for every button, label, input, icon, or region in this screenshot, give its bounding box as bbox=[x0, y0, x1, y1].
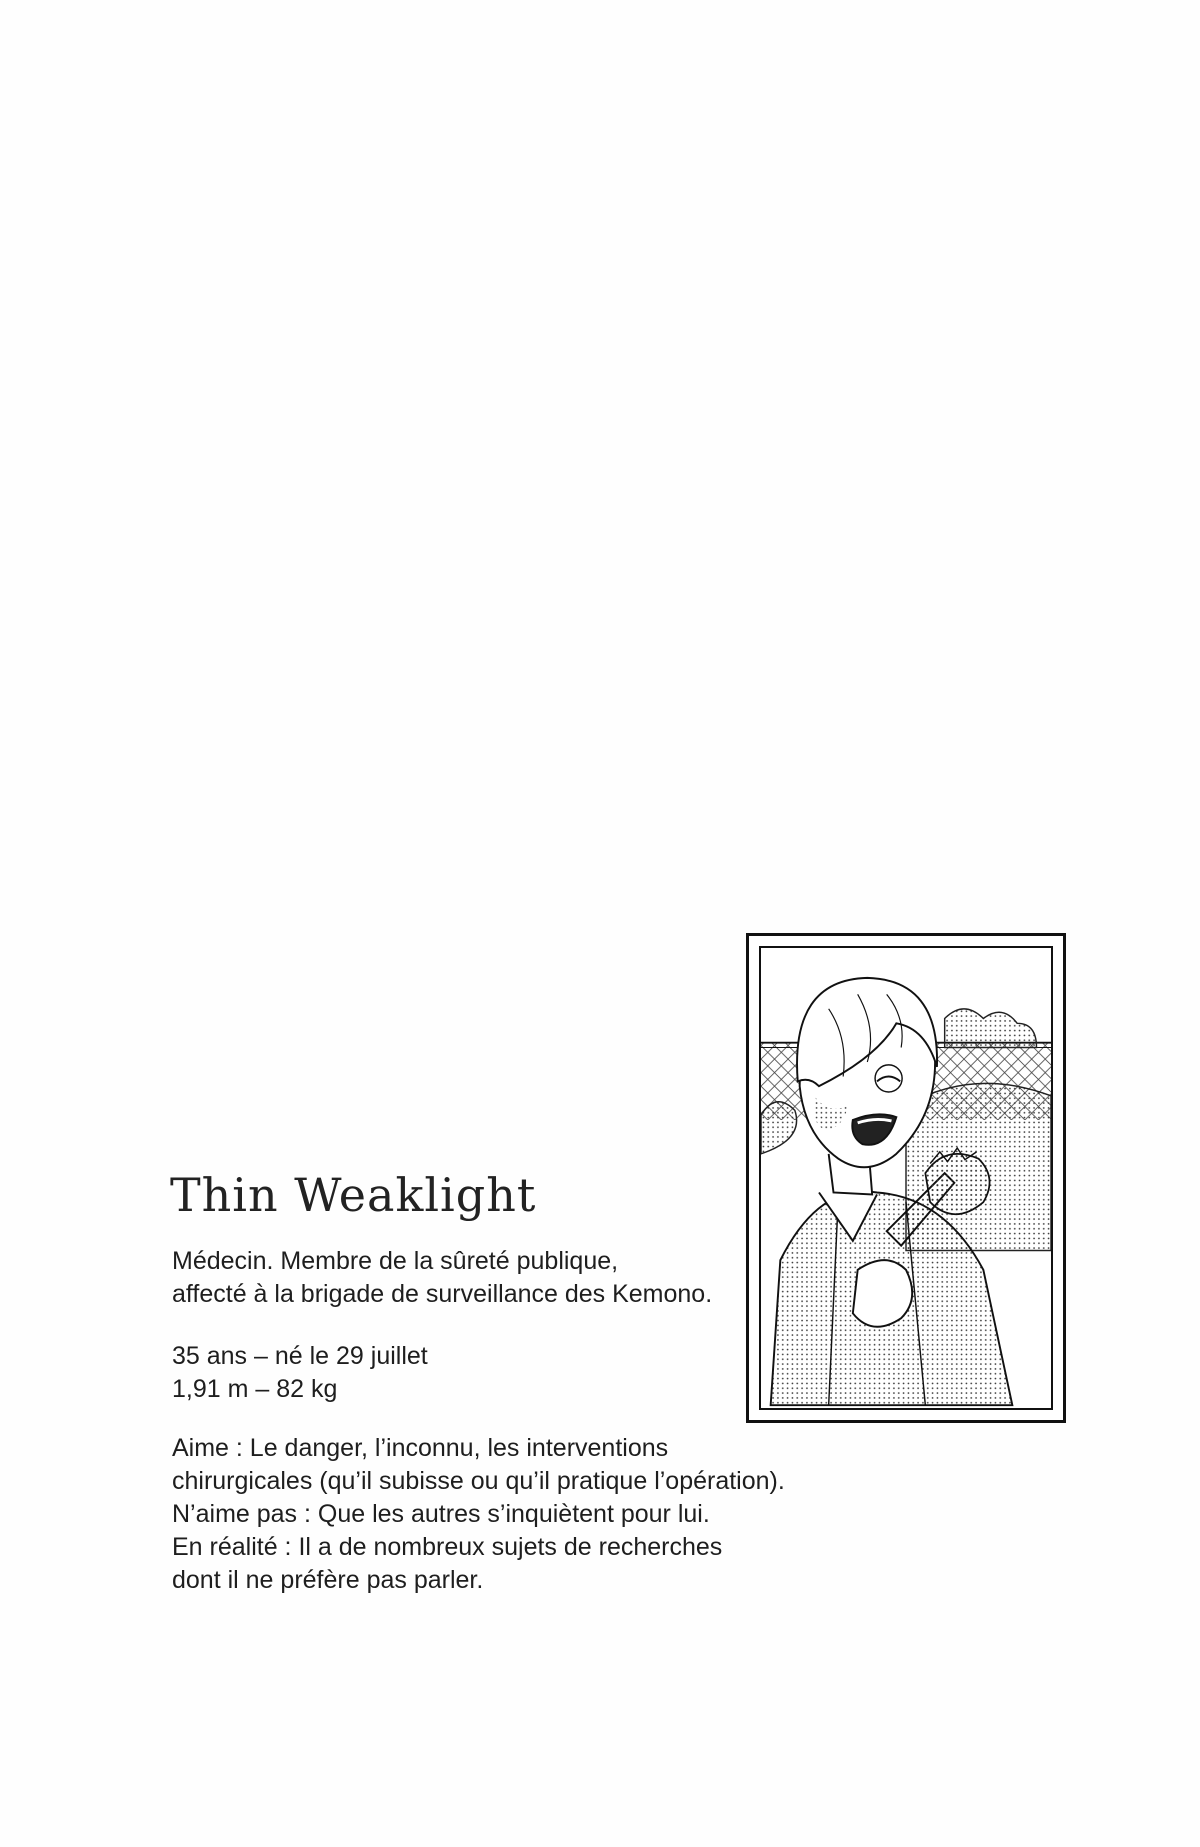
details-line: Aime : Le danger, l’inconnu, les interventions bbox=[172, 1434, 669, 1462]
character-stats bbox=[172, 1340, 428, 1406]
character-role bbox=[172, 1245, 712, 1311]
details-line: N’aime pas : Que les autres s’inquiètent pour lui. bbox=[172, 1500, 710, 1528]
stats-line: 1,91 m – 82 kg bbox=[172, 1375, 338, 1403]
role-line: affecté à la brigade de surveillance des Kemono. bbox=[172, 1280, 713, 1308]
details-line: En réalité : Il a de nombreux sujets de recherches bbox=[172, 1533, 723, 1561]
details-line: dont il ne préfère pas parler. bbox=[172, 1566, 484, 1594]
character-portrait-frame bbox=[746, 933, 1066, 1423]
character-portrait-illustration-icon bbox=[759, 946, 1053, 1410]
role-line: Médecin. Membre de la sûreté publique, bbox=[172, 1247, 619, 1275]
stats-line: 35 ans – né le 29 juillet bbox=[172, 1342, 428, 1370]
character-name: Thin Weaklight bbox=[170, 1168, 537, 1222]
details-line: chirurgicales (qu’il subisse ou qu’il pratique l’opération). bbox=[172, 1467, 785, 1495]
character-details bbox=[172, 1432, 785, 1597]
